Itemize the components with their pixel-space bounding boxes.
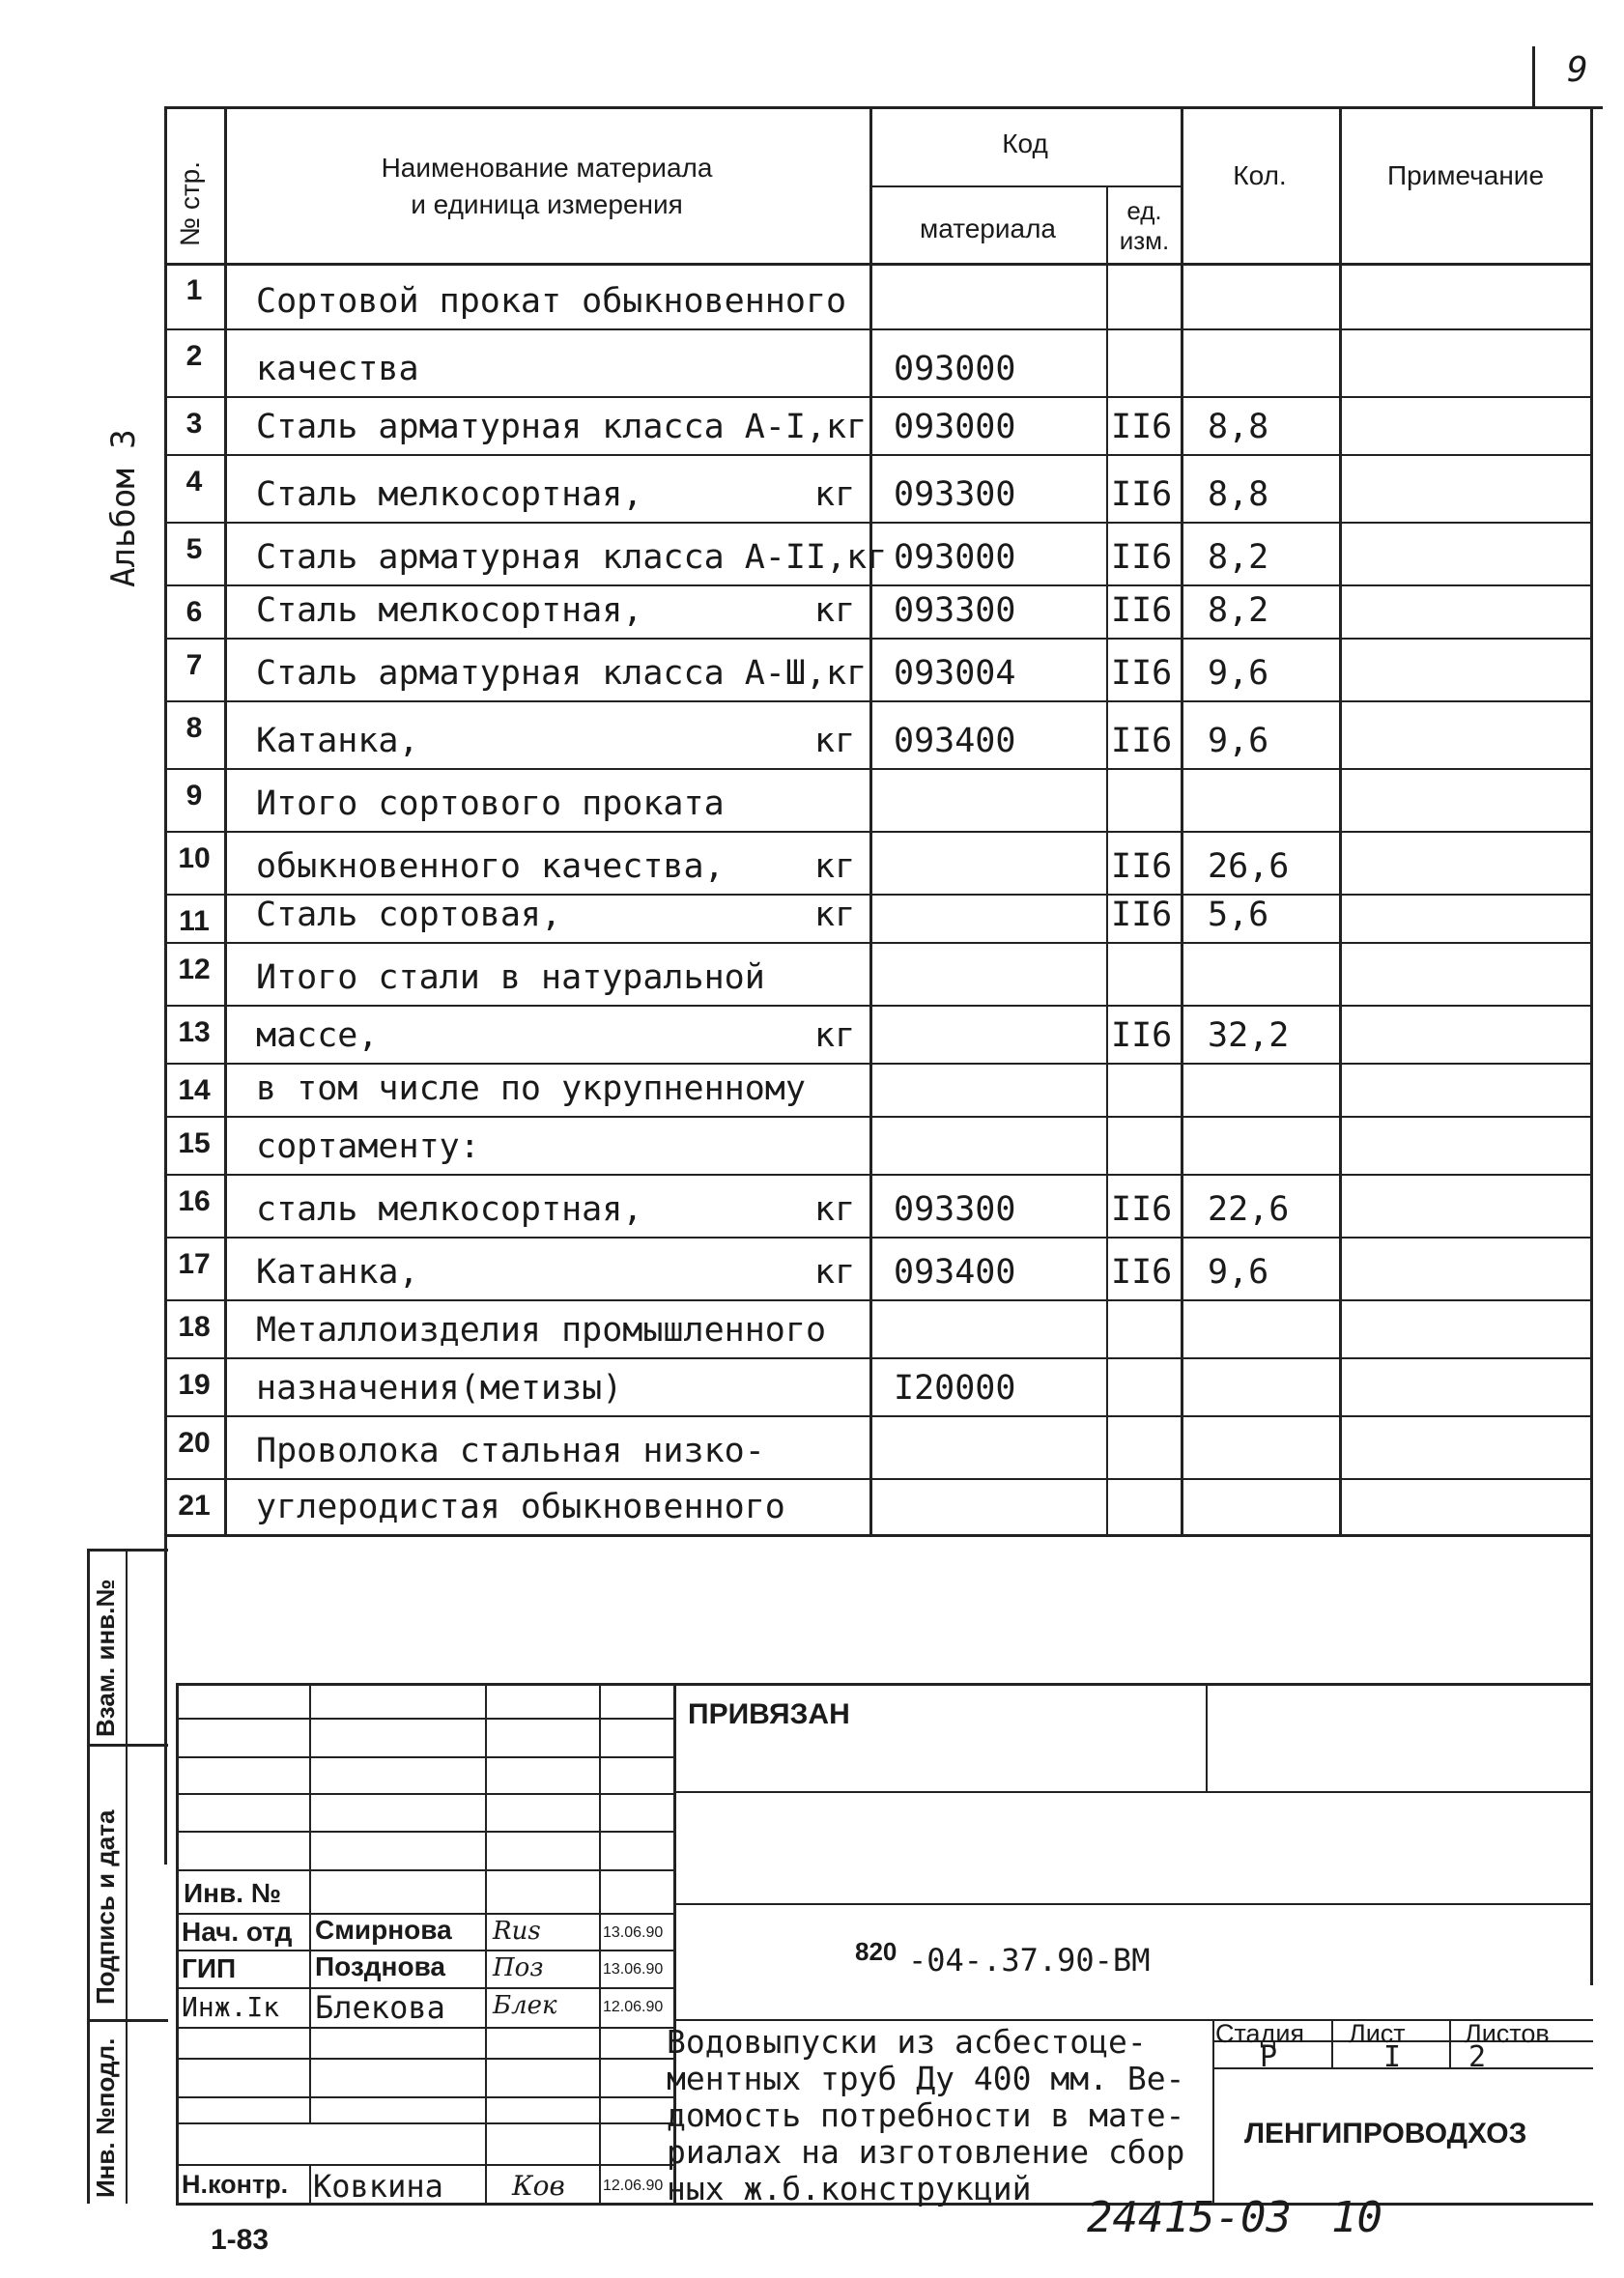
row-number: 4 bbox=[185, 466, 203, 498]
row-divider bbox=[164, 700, 1593, 702]
row-qty: 8,2 bbox=[1208, 591, 1269, 630]
signer-role: Нач. отд bbox=[182, 1917, 293, 1947]
row-name: качества bbox=[256, 350, 419, 388]
row-kg: кг bbox=[814, 591, 856, 630]
row-divider bbox=[164, 1357, 1593, 1359]
stamp-control-date: 12.06.90 bbox=[603, 2178, 664, 2194]
row-divider bbox=[164, 1063, 1593, 1065]
row-number: 20 bbox=[178, 1427, 211, 1459]
row-name: Сталь арматурная класса А-I,кг bbox=[256, 408, 868, 446]
row-divider bbox=[164, 396, 1593, 398]
row-number: 11 bbox=[179, 905, 210, 937]
row-number: 17 bbox=[178, 1248, 211, 1280]
row-name: в том числе по укрупненному bbox=[256, 1069, 806, 1108]
row-qty: 9,6 bbox=[1208, 1253, 1269, 1292]
bottom-right-number: 24415-03 bbox=[1087, 2193, 1292, 2242]
row-name: Итого стали в натуральной bbox=[256, 958, 765, 997]
row-number: 5 bbox=[185, 533, 203, 565]
row-unit: II6 bbox=[1111, 475, 1173, 514]
row-qty: 8,2 bbox=[1208, 538, 1269, 577]
row-kg: кг bbox=[814, 475, 856, 514]
row-unit: II6 bbox=[1111, 591, 1173, 630]
row-number: 16 bbox=[178, 1185, 211, 1217]
title-line: риалах на изготовление сбор bbox=[667, 2133, 1185, 2171]
row-name: Катанка, bbox=[256, 1253, 419, 1292]
row-qty: 26,6 bbox=[1208, 847, 1290, 886]
signer-date: 13.06.90 bbox=[603, 1924, 664, 1941]
row-divider bbox=[164, 1005, 1593, 1007]
row-number: 10 bbox=[178, 842, 211, 874]
row-unit: II6 bbox=[1111, 408, 1173, 446]
header-code-unit-1: ед. bbox=[1126, 196, 1162, 225]
row-unit: II6 bbox=[1111, 722, 1173, 760]
row-qty: 9,6 bbox=[1208, 722, 1269, 760]
row-divider bbox=[164, 584, 1593, 586]
row-number: 15 bbox=[178, 1127, 211, 1159]
row-name: назначения(метизы) bbox=[256, 1369, 623, 1408]
signer-name: Позднова bbox=[315, 1951, 445, 1981]
signer-date: 12.06.90 bbox=[603, 1999, 664, 2015]
row-unit: II6 bbox=[1111, 1190, 1173, 1229]
row-name: сталь мелкосортная, bbox=[256, 1190, 643, 1229]
row-divider bbox=[164, 1174, 1593, 1176]
signer-sign: Rus bbox=[493, 1917, 541, 1946]
header-code: Код bbox=[1002, 128, 1048, 158]
row-name: Сортовой прокат обыкновенного bbox=[256, 282, 847, 321]
row-number: 9 bbox=[185, 780, 203, 812]
header-code-material: материала bbox=[920, 214, 1056, 243]
row-number: 3 bbox=[185, 408, 203, 440]
row-name: углеродистая обыкновенного bbox=[256, 1488, 785, 1526]
signer-date: 13.06.90 bbox=[603, 1961, 664, 1978]
row-name: Сталь арматурная класса А-Ш,кг bbox=[256, 654, 868, 693]
row-qty: 5,6 bbox=[1208, 896, 1269, 934]
sheet-label: Лист bbox=[1349, 2019, 1406, 2048]
title-line: домость потребности в мате- bbox=[667, 2096, 1185, 2134]
bottom-right-sheet: 10 bbox=[1331, 2193, 1382, 2242]
row-unit: II6 bbox=[1111, 538, 1173, 577]
row-code: 093000 bbox=[894, 350, 1016, 388]
stamp-control-sign: Ков bbox=[512, 2170, 565, 2202]
row-qty: 8,8 bbox=[1208, 408, 1269, 446]
org-name: ЛЕНГИПРОВОДХОЗ bbox=[1244, 2118, 1527, 2150]
row-number: 21 bbox=[178, 1490, 211, 1522]
bottom-left-code: 1-83 bbox=[211, 2224, 270, 2256]
row-unit: II6 bbox=[1111, 654, 1173, 693]
row-code: 093300 bbox=[894, 1190, 1016, 1229]
row-divider bbox=[164, 1116, 1593, 1118]
row-divider bbox=[164, 638, 1593, 640]
row-unit: II6 bbox=[1111, 1016, 1173, 1055]
row-unit: II6 bbox=[1111, 896, 1173, 934]
row-number: 18 bbox=[178, 1311, 211, 1343]
side-label-inv-vzam: Взам. инв.№ bbox=[91, 1579, 120, 1737]
stage-value: Р bbox=[1260, 2040, 1278, 2074]
row-name: Проволока стальная низко- bbox=[256, 1432, 765, 1470]
stage-label: Стадия bbox=[1215, 2019, 1305, 2048]
header-note: Примечание bbox=[1386, 160, 1545, 190]
row-number: 1 bbox=[185, 274, 203, 306]
row-divider bbox=[164, 328, 1593, 330]
row-name: обыкновенного качества, bbox=[256, 847, 725, 886]
row-name: Сталь арматурная класса А-II,кг bbox=[256, 538, 888, 577]
row-number: 6 bbox=[185, 596, 203, 628]
header-name-line2: и единица измерения bbox=[411, 189, 683, 219]
row-code: 093000 bbox=[894, 538, 1016, 577]
title-line: Водовыпуски из асбестоце- bbox=[667, 2023, 1147, 2061]
row-divider bbox=[164, 1299, 1593, 1301]
header-name-line1: Наименование материала bbox=[381, 153, 713, 183]
row-divider bbox=[164, 522, 1593, 524]
row-unit: II6 bbox=[1111, 1253, 1173, 1292]
signer-name: Смирнова bbox=[315, 1915, 452, 1945]
row-number: 19 bbox=[178, 1369, 211, 1401]
row-qty: 22,6 bbox=[1208, 1190, 1290, 1229]
row-name: Сталь сортовая, bbox=[256, 896, 562, 934]
row-qty: 32,2 bbox=[1208, 1016, 1290, 1055]
row-name: Катанка, bbox=[256, 722, 419, 760]
row-name: массе, bbox=[256, 1016, 379, 1055]
row-number: 13 bbox=[178, 1016, 211, 1048]
row-code: 093300 bbox=[894, 591, 1016, 630]
row-divider bbox=[164, 1415, 1593, 1417]
row-divider bbox=[164, 942, 1593, 944]
header-qty: Кол. bbox=[1233, 160, 1287, 190]
row-number: 7 bbox=[185, 649, 203, 681]
row-kg: кг bbox=[814, 847, 856, 886]
stamp-inv-no-label: Инв. № bbox=[184, 1878, 282, 1908]
title-line: ментных труб Ду 400 мм. Ве- bbox=[667, 2060, 1185, 2097]
row-divider bbox=[164, 1237, 1593, 1239]
row-code: 093004 bbox=[894, 654, 1016, 693]
album-label: Альбом 3 bbox=[104, 429, 143, 587]
signer-sign: Блек bbox=[493, 1991, 557, 2020]
row-divider bbox=[164, 1478, 1593, 1480]
header-num: № стр. bbox=[175, 161, 205, 246]
row-code: 093400 bbox=[894, 722, 1016, 760]
row-divider bbox=[164, 831, 1593, 833]
row-number: 2 bbox=[185, 340, 203, 372]
row-number: 14 bbox=[178, 1074, 211, 1106]
row-divider bbox=[164, 768, 1593, 770]
row-unit: II6 bbox=[1111, 847, 1173, 886]
row-name: Металлоизделия промышленного bbox=[256, 1311, 827, 1350]
header-code-unit-2: изм. bbox=[1119, 226, 1170, 255]
doc-code-prefix: 820 bbox=[855, 1937, 897, 1966]
sheets-label: Листов bbox=[1465, 2019, 1550, 2048]
row-code: I20000 bbox=[894, 1369, 1016, 1408]
sheet-value: I bbox=[1383, 2040, 1402, 2074]
side-label-sign-date: Подпись и дата bbox=[91, 1809, 120, 2005]
side-label-inv-podl: Инв. №подл. bbox=[91, 2037, 120, 2198]
row-kg: кг bbox=[814, 1016, 856, 1055]
row-name: Итого сортового проката bbox=[256, 784, 725, 823]
doc-code: -04-.37.90-ВМ bbox=[908, 1942, 1151, 1979]
row-name: Сталь мелкосортная, bbox=[256, 591, 643, 630]
stamp-control-name: Ковкина bbox=[313, 2168, 443, 2205]
stamp-control-role: Н.контр. bbox=[182, 2170, 289, 2199]
signer-name: Блекова bbox=[315, 1989, 445, 2026]
stamp-privyazan: ПРИВЯЗАН bbox=[688, 1698, 850, 1730]
row-qty: 8,8 bbox=[1208, 475, 1269, 514]
title-line: ных ж.б.конструкций bbox=[667, 2170, 1032, 2207]
row-name: сортаменту: bbox=[256, 1127, 480, 1166]
row-code: 093400 bbox=[894, 1253, 1016, 1292]
row-divider bbox=[164, 454, 1593, 456]
signer-role: ГИП bbox=[182, 1953, 237, 1983]
row-number: 8 bbox=[185, 712, 203, 744]
row-code: 093300 bbox=[894, 475, 1016, 514]
page-number: 9 bbox=[1567, 50, 1588, 90]
signer-role: Инж.Iк bbox=[182, 1991, 280, 2023]
row-kg: кг bbox=[814, 1190, 856, 1229]
row-code: 093000 bbox=[894, 408, 1016, 446]
row-kg: кг bbox=[814, 722, 856, 760]
row-name: Сталь мелкосортная, bbox=[256, 475, 643, 514]
row-kg: кг bbox=[814, 896, 856, 934]
sheets-value: 2 bbox=[1468, 2040, 1487, 2074]
row-qty: 9,6 bbox=[1208, 654, 1269, 693]
row-kg: кг bbox=[814, 1253, 856, 1292]
signer-sign: Поз bbox=[493, 1953, 544, 1982]
row-number: 12 bbox=[178, 954, 211, 985]
